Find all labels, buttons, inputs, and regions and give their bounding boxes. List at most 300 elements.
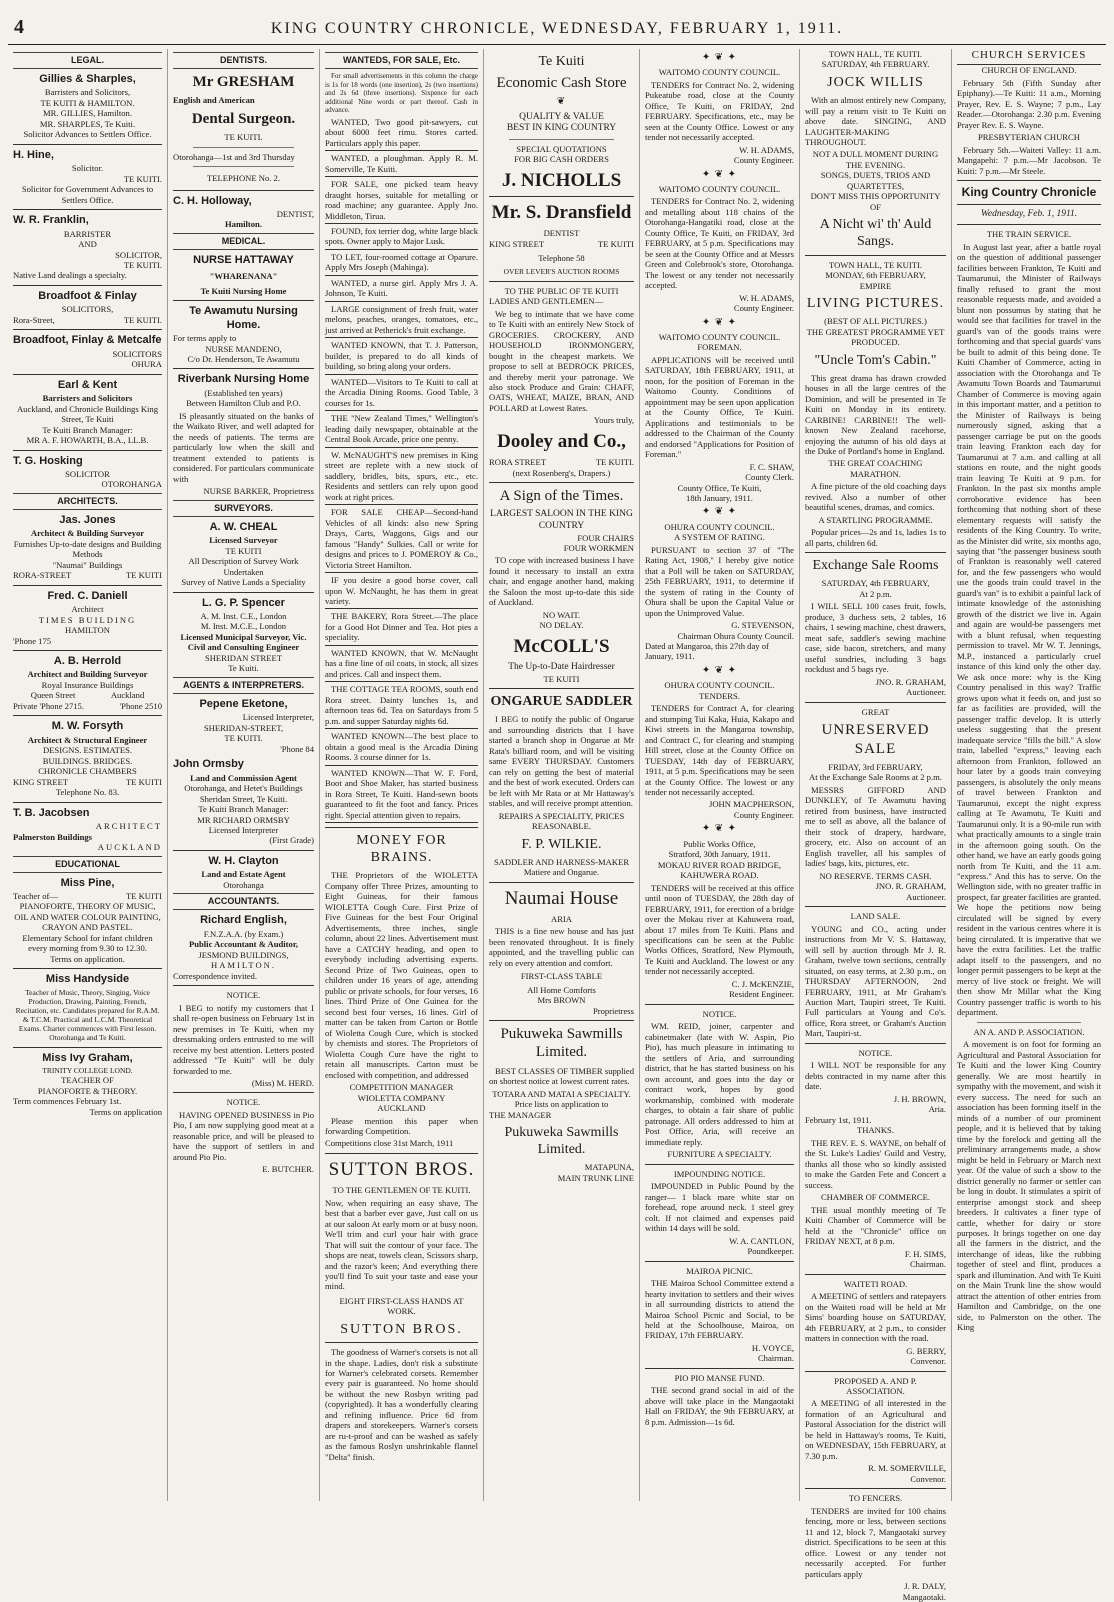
ad-title: Mr GRESHAM [192,73,295,90]
divider [325,275,478,276]
section-header-surveyors: SURVEYORS. [173,500,314,517]
notice-body: PURSUANT to section 37 of "The Rating Act, 1908," I hereby give notice that a Poll will be taken on SATURDAY, 25th FEBRUARY, 1911, to determine if the system of rating in the County of Ohura shall be upon the Capital Value or upon the Unimproved Value. [645,544,794,618]
notice-signature: R. M. SOMERVILLE, [868,1463,946,1474]
ad-line: NOT A DULL MOMENT DURING THE EVENING. [812,149,939,170]
notice-body: THE usual monthly meeting of Te Kuiti Chamber of Commerce will be held at the "Chronicle" office on FRIDAY NEXT, at 8 p.m. [805,1204,946,1247]
ad-line: Solicitor Advances to Settlers Office. [23,129,152,140]
ad-line: Queen Street [30,690,76,701]
divider [325,681,478,682]
ad-body: I WILL SELL 100 cases fruit, fowls, produce, 3 duchess sets, 2 tables, 16 chairs, 1 sewing machine, chest drawers, meat safe, saddler's sewing machine case, side bacon, stretchers, and many useful sundries, including 3 bags rockdust and 5 bags rye. [805,601,946,675]
wanted-ad: THE BAKERY, Rora Street.—The place for a Good Hot Dinner and Tea. Hot pies a speciality. [325,611,478,643]
notice-head: NOTICE. [858,1047,893,1058]
ad-title: Pukuweka Sawmills Limited. [504,1125,619,1158]
church-name: CHURCH OF ENGLAND. [981,65,1077,76]
notice-body: APPLICATIONS will be received until SATURDAY, 18th FEBRUARY, 1911, at noon, for the position of Foreman in the Waitomo County. Conditions of appointment may be seen upon application at the County Office, Te Kuiti. Applications and testimonials to be addressed to the Chairman of the County and endorsed "Applications for Position of Foreman." [645,354,794,460]
divider [805,255,946,256]
ad-line: Otorohanga—1st and 3rd Thursday [173,151,295,162]
ad-line: MATAPUNA, [584,1162,634,1173]
notice-head: PROPOSED A. AND P. ASSOCIATION. [834,1375,917,1396]
ad-line: BARRISTER [63,228,112,239]
ad-title: Mr. S. Dransfield [491,201,632,223]
ad-line: SOLICITORS [112,348,162,359]
notice-signature: Resident Engineer. [729,989,794,1000]
ad-line: Barristers and Solicitors, [44,87,131,98]
notice-signature: E. BUTCHER. [262,1164,314,1175]
ad-title: W. R. Franklin, [13,214,89,227]
ad-line: OHURA [131,359,162,370]
ad-line: MR. GILLIES, Hamilton. [42,108,133,119]
notice-line: Stratford, 30th January, 1911. [668,849,771,860]
ad-line: (Established ten years) [204,387,283,398]
ad-line: Teacher of— [13,890,58,901]
divider [173,985,314,986]
ad-line: Te Kuiti Nursing Home [200,285,287,296]
ad-title: LIVING PICTURES. [806,295,945,311]
ad-line: Mrs BROWN [537,995,586,1006]
notice-head: WAITETI ROAD. [843,1278,908,1289]
notice-signature: W. H. ADAMS, [739,144,794,155]
notice-line: February 1st, 1911. [805,1114,872,1125]
ad-line: RORA-STREET [13,570,72,581]
crest-icon: ✦ ❦ ✦ [701,316,738,328]
notice-head: IMPOUNDING NOTICE. [673,1168,766,1179]
notice-head: MOKAU RIVER ROAD BRIDGE, KAHUWERA ROAD. [657,859,782,881]
ad-line: 'Phone 84 [280,743,314,754]
ad-line: Telephone 58 [538,253,585,263]
divider [173,850,314,851]
ad-line: Elementary School for infant children every morning from 9.30 to 12.30. [22,932,153,954]
ad-line: English and American [173,95,255,106]
wanted-ad: WANTED KNOWN—The best place to obtain a good meal is the Arcadia Dining Rooms. 3 course dinner for 1s. [325,731,478,763]
ad-line: Undertaken [223,566,264,577]
notice-body: A MEETING of all interested in the formation of an Agricultural and Pastoral Association for the district will be held in Hattaway's rooms, Te Kuiti, on WEDNESDAY, 15th FEBRUARY, at 7.30 p.m. [805,1398,946,1461]
ad-line: TE KUITI. [123,173,162,184]
divider [173,300,314,301]
notice-body: TENDERS for Contract No. 2, widening and metalling about 118 chains of the Otorohanga-Hangatiki road, close at the County Office, Te Kuiti, on FRIDAY, 3rd FEBRUARY, at 5 p.m. Specifications may be seen at the County Office and at Messrs Green and Colebrook's store, Otorohanga. The lowest or any tender not necessarily accepted. [645,196,794,291]
ad-line: NURSE MANDENO, [205,343,282,354]
ad-title: SUTTON BROS. [328,1158,475,1180]
ad-line: "WHARENANA" [209,271,278,282]
divider [325,1153,478,1154]
ad-title: Naumai House [504,887,619,909]
article-head: THE TRAIN SERVICE. [986,229,1072,240]
ad-line: TE KUITI [597,238,634,249]
wanted-ad: WANTED, a ploughman. Apply R. M. Somerville, Te Kuiti. [325,153,478,174]
ad-title: Miss Handyside [45,973,130,986]
notice-body: TENDERS will be received at this office until noon of TUESDAY, the 28th day of FEBRUARY, 1911, for erection of a bridge over the Mokau river at Kahuwera road, about 17 miles from Te Kuiti. Plans and specifications can be seen at the Public Works Offices, Stratford, New Plymouth, Te Kuiti and Auckland. The lowest or any tender not necessarily accepted. [645,882,794,977]
divider [489,281,634,282]
ad-line: Private 'Phone 2715. [13,700,85,711]
ad-body: A fine picture of the old coaching days revived. Also a number of other beautiful scenes, dramas, and comics. [805,481,946,513]
ad-title: Te Kuiti [538,54,585,69]
ad-line: KING STREET [13,776,69,787]
ad-line: Architect & Building Surveyor [30,528,145,539]
ad-line: Hamilton. [224,219,262,230]
ad-body: Popular prices—2s and 1s, ladies 1s to all parts, children 6d. [805,527,946,548]
wanted-ad: WANTED KNOWN, that T. J. Patterson, builder, is prepared to do all kinds of building, so bring along your orders. [325,340,478,372]
ad-line: AUCKLAND [377,1103,426,1114]
notice-body: A MEETING of settlers and ratepayers on the Waiteti road will be held at Mr Sims' boarding house on SATURDAY, 4th FEBRUARY, at 2 p.m., to consider matters in connection with the road. [805,1291,946,1344]
divider [325,822,478,823]
ad-line: QUALITY & VALUE [519,111,604,122]
ad-line: M. Inst. M.C.E., London [200,621,287,632]
divider [325,608,478,609]
notice-signature: W. H. ADAMS, [739,292,794,303]
ad-body: THE Proprietors of the WIOLETTA Company offer Three Prizes, amounting to Eight Guineas, for their famous WIOLETTA Cough Cure. First Prize of Five Guineas for the best Four Original Advertisements, three inches, single column, about 22 lines. Advertisement must have a CATCHY heading, and open to everybody including advertising experts. Second Prize of Two Guineas, open to children under 16 years of age, attending public or private schools, for four verses, 16 lines. Third Prize of One Guinea for the second best four verses, 16 lines. Girl of matter can be taken from Carton or Bottle of Wioletta Cough Cure, which is stocked by chemists and stores. The Proprietors of Wioletta Cough Cure have the right to retain all manuscripts. Carton must be enclosed with competition, and addressed [325,870,478,1080]
ad-title: A. B. Herrold [53,655,122,668]
ad-line: THE GREAT COACHING MARATHON. [828,458,923,479]
ad-line: Solicitor for Government Advances to Settlers Office. [21,184,154,205]
ad-title: John Ormsby [173,758,244,771]
notice-signature: (Miss) M. HERD. [251,1078,314,1088]
ad-line: Te Kuiti Branch Manager: [198,804,289,815]
divider [13,450,162,451]
ad-body: This great drama has drawn crowded houses in all the large centres of the Dominion, and will be presented in Te Kuiti on Monday in its entirety. CARBINE! CARBINE!! The well-known New Zealand racehorse, enjoying the autumn of his old days at the Duke of Portland's home in England. [805,372,946,456]
ad-title: M. W. Forsyth [51,720,124,733]
notice-body: THE REV. E. S. WAYNE, on behalf of the St. Luke's Ladies' Guild and Vestry, thanks all those who so kindly assisted to make the Garden Fete and Concert a success. [805,1137,946,1190]
notice-body: HAVING OPENED BUSINESS in Pio Pio, I am now supplying good meat at a reasonable price, and will be pleased to have the support of settlers in and around Pio Pio. [173,1109,314,1162]
ornament-icon: ❦ [556,96,567,108]
divider [957,224,1101,225]
notice-body: IMPOUNDED in Public Pound by the ranger— 1 black mare white star on forehead, rope around neck. 1 steel grey colt. If not claimed and expenses paid within 14 days will be sold. [645,1181,794,1234]
ad-title: Pepene Eketone, [199,697,288,710]
ad-line: (BEST OF ALL PICTURES.) [824,316,927,327]
ad-line: TE KUITI [125,890,162,901]
divider [13,650,162,651]
notice-head: NOTICE. [226,990,261,1001]
ad-line: NO RESERVE. TERMS CASH. [819,870,932,881]
notice-head: MAIROA PICNIC. [686,1265,753,1276]
ad-line: Otorohanga [223,879,264,890]
notice-signature: F. C. SHAW, [749,461,794,472]
ad-line: TOWN HALL, TE KUITI. [829,259,922,270]
ad-body: The goodness of Warner's corsets is not all in the shape. Ladies, don't risk a substitute for Warner's celebrated corsets. Remember every pair is guaranteed. No home should be without the new Rosbyn writing pad (copyrighted). It has a wonderfully clearing and refining influence. Price 6d from drapers and storekeepers. Warner's corsets are ru-t-proof and can be washed as safely as the famous Roslyn unshrinkable flannel "Delta" finish. [325,1347,478,1462]
ad-title: J. NICHOLLS [501,169,622,191]
ad-line: DENTIST, [276,208,314,219]
notice-head: WAITOMO COUNTY COUNCIL. [658,183,781,194]
ad-line: C/o Dr. Henderson, Te Awamutu [187,354,300,364]
ad-line: OVER LEVER'S AUCTION ROOMS [503,267,620,277]
ad-line: TE KUITI [125,570,162,581]
ad-line: TO THE GENTLEMEN OF TE KUITI. [332,1185,471,1196]
divider [325,827,478,828]
section-header-wanteds: WANTEDS, FOR SALE, Etc. [325,52,478,69]
ad-title: Dental Surgeon. [191,110,296,127]
notice-line: 18th January, 1911. [686,493,753,503]
ad-line: SOLICITORS, [61,304,114,315]
ad-line: TE KUITI [543,673,580,684]
ad-line: The Up-to-Date Hairdresser [508,662,615,673]
ad-line: FOR BIG CASH ORDERS [514,154,609,165]
ad-line: Otorohanga, and Hetet's Buildings Sheridan Street, Te Kuiti. [184,783,303,804]
ad-title: Gillies & Sharples, [39,72,136,85]
notice-head: OHURA COUNTY COUNCIL. [664,680,775,691]
ad-signature: JNO. R. GRAHAM, [875,676,946,687]
ad-line: Architect & Structural Engineer [27,734,148,745]
notice-body: TENDERS for Contract A, for clearing and stumping Tui Kaka, Huia, Kakapo and Kiwi streets in the Mangaroa township, and Contract C, for clearing and stumping Hill street, close at the County Office on TUESDAY, 14th day of FEBRUARY, 1911, at 5 p.m. Specifications may be seen at the County Office. The lowest or any tender not necessarily accepted. [645,703,794,797]
ad-line: KING STREET [489,238,545,249]
ad-line: Licensed Municipal Surveyor, Vic. Civil and Consulting Engineer [180,631,307,653]
notice-signature: J. H. BROWN, [893,1093,946,1104]
ad-line: SHERIDAN STREET [204,652,283,663]
divider [489,482,634,483]
ad-line: Auckland [110,690,145,701]
divider [325,410,478,411]
church-services: February 5th.—Waiteti Valley: 11 a.m. Mangapehi: 7 p.m.—Mr Jacobson. Te Kuiti: 7 p.m.—Mr Steele. [957,144,1101,176]
notice-signature: Chairman Ohura County Council. [677,630,794,641]
ad-line: TE KUITI. [123,314,162,325]
ad-line: Land and Commission Agent [190,772,297,783]
notice-line: County Office, Te Kuiti, [677,482,762,493]
ad-line: GREAT [861,706,890,717]
divider [173,368,314,369]
ad-line: Public Accountant & Auditor, [188,939,299,950]
notice-body: THE second grand social in aid of the above will take place in the Mangaotaki Hall on FRIDAY, the 9th FEBRUARY, at 8 p.m. Admission—1s 6d. [645,1385,794,1427]
notice-body: I WILL NOT be responsible for any debts contracted in my name after this date. [805,1060,946,1092]
ad-title: McCOLL'S [513,635,610,657]
ad-line: NO WAIT. [542,609,581,620]
divider [13,715,162,716]
notice-signature: Mangaotaki. [902,1591,946,1602]
notice-signature: Chairman. [909,1259,946,1270]
wanted-ad: WANTED KNOWN—That W. F. Ford, Boot and Shoe Maker, has started business in Rora Street, Te Kuiti. Hand-sewn boots guaranteed to fit the foot and fancy. Prices right. Special attention given to repairs. [325,767,478,820]
column-entertainment [800,49,952,1602]
church-services: February 5th (Fifth Sunday after Epiphany).—Te Kuiti: 11 a.m., Morning Prayer, Rev. E. S. Wayne; 7 p.m., Lay Reader.—Otorohanga: 2.30 p.m. Evening Prayer Rev. E. S. Wayne. [957,77,1101,130]
wanted-ad: TO LET, four-roomed cottage at Oparure. Apply Mrs Joseph (Mahinga). [325,251,478,273]
masthead [8,14,1106,45]
ad-title: "Uncle Tom's Cabin." [814,352,937,368]
ad-line: 'Phone 2510 [119,700,162,711]
notice-signature: JOHN MACPHERSON, [709,799,794,810]
ad-line: HAMILTON [65,625,110,636]
ad-title: Economic Cash Store [496,75,627,92]
ad-line: For terms apply to [173,333,237,344]
ad-title: T. G. Hosking [13,454,83,467]
ad-title: JOCK WILLIS [827,74,924,90]
notice-signature: Convenor. [910,1356,946,1367]
ad-line: A STARTLING PROGRAMME. [818,514,933,525]
notice-signature: F. H. SIMS, [904,1248,946,1259]
notice-line: Public Works Office, [683,838,756,849]
section-header-educational: EDUCATIONAL [13,856,162,873]
wanted-ad: THE COTTAGE TEA ROOMS, south end Rora street. Dainty lunches 1s, and afternoon teas 6d. Tea on Saturdays from 5 p.m. and supper Saturday nights 6d. [325,684,478,726]
ad-line: AND [78,239,97,250]
divider [805,702,946,703]
ad-title: Dooley and Co., [497,430,626,452]
ad-title: A Nicht wi' th' Auld Sangs. [819,217,932,250]
ad-body: Now, when requiring an easy shave, The best that a barber ever gave, Just call on us at our saloon At early morn or at busy noon. We'll trim and curl your hair with grace That will suit the contour of your face. The shops are neat, towels clean, Scissors sharp, and the razor's keen; And everything there you'll find To suit your taste and ease your mind. [325,1197,478,1292]
notice-head: LAND SALE. [850,911,901,922]
ad-line: JESMOND BUILDINGS, [198,949,289,960]
ad-line-row [13,315,162,325]
ad-title: Exchange Sale Rooms [812,558,939,574]
ad-line: COMPETITION MANAGER [349,1082,454,1093]
ad-line: TE KUITI [225,545,262,556]
ad-line: LADIES AND GENTLEMEN— [489,296,604,307]
divider [173,190,314,191]
ad-line: SATURDAY, 4th FEBRUARY. [821,59,930,70]
divider [957,180,1101,181]
ad-title: F. P. WILKIE. [521,836,602,852]
ad-line: Licensed Interpreter [208,824,279,835]
ad-line: BUILDINGS. BRIDGES. [42,755,133,766]
divider [489,1020,634,1021]
ad-body: I BEG to notify the public of Ongarue and surrounding districts that I have started a branch shop in Ongarue at Mr Rata's billiard room, and will be visiting same EVERY THURSDAY. Customers can rely on getting the best of material and the best of work executed. Orders can be left with Mr Rata or at Mr Hattaway's stables, and will receive prompt attention. [489,714,634,809]
notice-head: WAITOMO COUNTY COUNCIL. [658,331,781,342]
wanted-ad: FOR SALE CHEAP—Second-hand Vehicles of all kinds: also new Spring Drays, Carts, Waggons, Gigs and our famous "Handy" Sulkies. Call or write for designs and prices to J. POMEROY & Co., Victoria Street Hamilton. [325,507,478,570]
ad-line: THE GREATEST PROGRAMME YET PRODUCED. [806,326,945,348]
wanted-ad: W. McNAUGHT'S new premises in King street are replete with a new stock of saddlery, bridles, bits, spurs, etc., etc. Residents and settlers can rely upon good work at right prices. [325,449,478,502]
notice-signature: G. BERRY, [906,1345,946,1356]
notice-line: FURNITURE A SPECIALTY. [667,1149,772,1160]
ad-title: H. Hine, [13,148,54,161]
wanted-list [325,117,478,824]
divider [13,1047,162,1048]
ad-line: PIANOFORTE & THEORY. [37,1085,138,1096]
church-name: PRESBYTERIAN CHURCH [978,132,1080,143]
ad-line: TIMES BUILDING [38,614,137,625]
ad-title: ONGARUE SADDLER [490,694,633,710]
ad-line: SONGS, DUETS, TRIOS AND QUARTETTES, [820,170,931,191]
ad-title: TO THE PUBLIC OF TE KUITI [504,285,619,296]
notice-head: WAITOMO COUNTY COUNCIL. [658,67,781,78]
section-header-dentists: DENTISTS. [173,52,314,69]
ad-line: Rora-Street, [13,314,55,325]
notice-line: Dated at Mangaroa, this 27th day of January, 1911. [645,641,769,662]
ad-line: SPECIAL QUOTATIONS [516,143,607,154]
notice-signature: County Engineer. [733,303,794,314]
notice-signature: Chairman. [757,1353,794,1364]
ad-line: SHERIDAN-STREET, [203,722,284,733]
ad-title: UNRESERVED SALE [821,722,930,757]
ad-line: AUCKLAND [97,842,162,853]
divider [489,688,634,689]
divider [489,882,634,883]
notice-signature: Poundkeeper. [747,1246,794,1257]
ad-line: TRINITY COLLEGE LOND. [42,1066,133,1075]
notice-body: YOUNG and CO., acting under instructions from Mr V. S. Hattaway, will sell by auction through Mr J. R. Graham, twelve town sections, centrally situated, on easy terms, at 2.30 p.m., on THURSDAY AFTERNOON, 2nd FEBRUARY, 1911, at Mr Graham's Auction Mart, Taupiri street, Te Kuiti. Full particulars at Young and Co's. office, Rora street, or Graham's Auction Mart, Taupiri-st. [805,923,946,1039]
wanted-ad: FOR SALE, one picked team heavy draught horses, suitable for metalling or road machine; any guarantee. Apply Jno. Middleton, Tirua. [325,179,478,221]
ad-line: Please mention this paper when forwarding Competition. [325,1115,478,1136]
divider [977,1022,1081,1023]
ad-title: T. B. Jacobsen [13,806,90,819]
divider [645,1004,794,1005]
article-body: A movement is on foot for forming an Agricultural and Pastoral Association for Te Kuiti and the lower King Country generally. We are most heartily in sympathy with the movement, and wish it every success. The need for such an association has been forming itself in the minds of a number of our prominent people, and it is believed that by taking time by the forelock and getting all the preliminary arrangements made, a show might be held in February or March next year. Of the value of such a show to the district generally no farmer or settler can be long in doubt. It stimulates a spirit of enterprise amongst stock and sheep breeders. It cultivates a finer type of cattle, whether for dairy or store purposes. It brings together on one day all the farmers in the district, and the interchange of ideas, like the rubbing together of steel and flint, produces a spark and illumination. And with Te Kuiti on the Main Trunk line the show would attract the attention of other entries from Hamilton and Cambridge, on the one side, to Palmerston on the other. The King [957,1039,1101,1333]
ad-body: TO cope with increased business I have found it necessary to install an extra chair, and engage another hand, making the Saloon the most up-to-date this side of Auckland. [489,555,634,608]
ad-line: NO DELAY. [539,620,584,631]
ad-title: C. H. Holloway, [173,194,252,207]
divider [325,1342,478,1343]
ad-line: Native Land dealings a specialty. [13,270,127,281]
notice-signature: J. R. DALY, [904,1581,946,1592]
ad-title: A. W. CHEAL [209,520,278,533]
notice-head: THANKS. [856,1125,894,1136]
article-head: AN A. AND P. ASSOCIATION. [973,1026,1085,1037]
divider [805,1371,946,1372]
ad-signature: Auctioneer. [906,687,946,698]
ad-line: TE KUITI. [123,260,162,270]
column-editorial [952,49,1106,1501]
wanted-ad: LARGE consignment of fresh fruit, water melons, peaches, oranges, tomatoes, etc., just arrived at Petherick's fruit exchange. [325,303,478,335]
section-header-architects: ARCHITECTS. [13,493,162,510]
divider [13,968,162,969]
notice-signature: County Engineer. [733,155,794,166]
rates-intro: For small advertisements in this column the charge is 1s for 18 words (one insertion), 2s (two insertions) and 2s 6d (three insertions). Sixpence for each additional Nine words or part thereof. Cash in advance. [325,71,478,115]
divider [325,249,478,250]
wanted-ad: FOUND, fox terrier dog, white large black spots. Owner apply to Major Lusk. [325,225,478,247]
ad-line: FIRST-CLASS TABLE [520,971,603,982]
ad-line: TE KUITI. [224,733,263,744]
ad-line: Te Kuiti. [228,663,259,674]
ad-line: MONDAY, 6th FEBRUARY, [825,270,926,281]
column-legal [8,49,168,1501]
ad-title: SUTTON BROS. [340,1321,463,1337]
notice-head: NOTICE. [226,1097,261,1108]
ad-line: Telephone No. 83. [55,787,120,798]
ad-line: HAMILTON. [210,960,277,971]
ad-line: A. M. Inst. C.E., London [200,610,287,621]
divider [325,645,478,646]
ad-title: L. G. P. Spencer [202,596,285,609]
ad-title: NURSE HATTAWAY [193,253,294,266]
divider [13,802,162,803]
ad-line: TE KUITI [125,776,162,787]
ad-line: Terms on application. [50,953,125,964]
divider [325,374,478,375]
divider [957,204,1101,205]
notice-signature: Aria. [928,1104,946,1115]
notice-body: WM. REID, joiner, carpenter and cabinetmaker (late with W. Aspin, Pio Pio), has much pleasure in intimating to the settlers of Aria, and surrounding district, that he has started business on his own account, and goes into the day or contract work, hopes by good workmanship, combined with moderate charges, to obtain a fair share of public patronage. All orders addressed to him at Post Office, Aria, will receive an immediate reply. [645,1021,794,1147]
divider [13,209,162,210]
notice-body: TENDERS for Contract No. 2, widening Pukeatube road, close at the County Office, Te Kuiti, on FRIDAY, 2nd FEBRUARY. Specifications, etc., may be seen at the County Office. Lowest or any tender not necessarily accepted. [645,79,794,143]
divider [325,728,478,729]
ad-line: FRIDAY, 3rd FEBRUARY, [828,761,923,772]
ad-line: Architect [71,604,104,615]
ad-line: F.N.Z.A.A. (by Exam.) [203,928,284,939]
ad-title: Riverbank Nursing Home [177,373,310,386]
wanted-ad: IF you desire a good horse cover, call upon W. McNaught, he has them in great variety. [325,575,478,606]
ad-line: Between Hamilton Club and P.O. [186,398,301,409]
section-header-church: CHURCH SERVICES [957,49,1101,65]
crest-icon: ✦ ❦ ✦ [701,823,738,835]
notice-signature: County Engineer. [733,809,794,820]
column-stores [484,49,640,1501]
ad-line: At 2 p.m. [859,588,892,599]
divider [325,765,478,766]
crest-icon: ✦ ❦ ✦ [701,168,738,180]
ad-body: MESSRS GIFFORD AND DUNKLEY, of Te Awamutu having retired from business, have instructed me to sell as above, all the balance of their stock of drapery, hardware, grocery, etc. Also on account of an English traveller, all his samples of ladies' bags, kits, pictures, etc. [805,784,946,869]
ad-line: Proprietress [592,1005,634,1016]
ad-body: BEST CLASSES OF TIMBER supplied on shortest notice at lowest current rates. [489,1065,634,1087]
ad-title: Broadfoot & Finlay [38,289,137,302]
paper-title: King Country Chronicle [961,185,1097,200]
ad-line: Yours truly, [593,415,634,426]
ad-line: Terms on application [89,1106,162,1117]
divider [325,301,478,302]
ad-line: Licensed Surveyor [209,535,278,546]
wanted-ad: WANTED KNOWN, that W. McNaught has a fine line of oil coats, in stock, all sizes and prices. Call and inspect them. [325,647,478,679]
ad-line: FOUR WORKMEN [563,543,634,553]
ad-line: PIANOFORTE, THEORY OF MUSIC, OIL AND WATER COLOUR PAINTING, CRAYON AND PASTEL. [14,901,161,933]
ad-line: DESIGNS. ESTIMATES. [42,745,133,756]
divider [173,592,314,593]
columns [8,49,1106,1602]
divider [13,374,162,375]
divider [489,196,634,197]
ad-line: At the Exchange Sale Rooms at 2 p.m. [809,772,942,783]
ad-signature: Auctioneer. [906,891,946,902]
ad-line-row [13,777,162,787]
